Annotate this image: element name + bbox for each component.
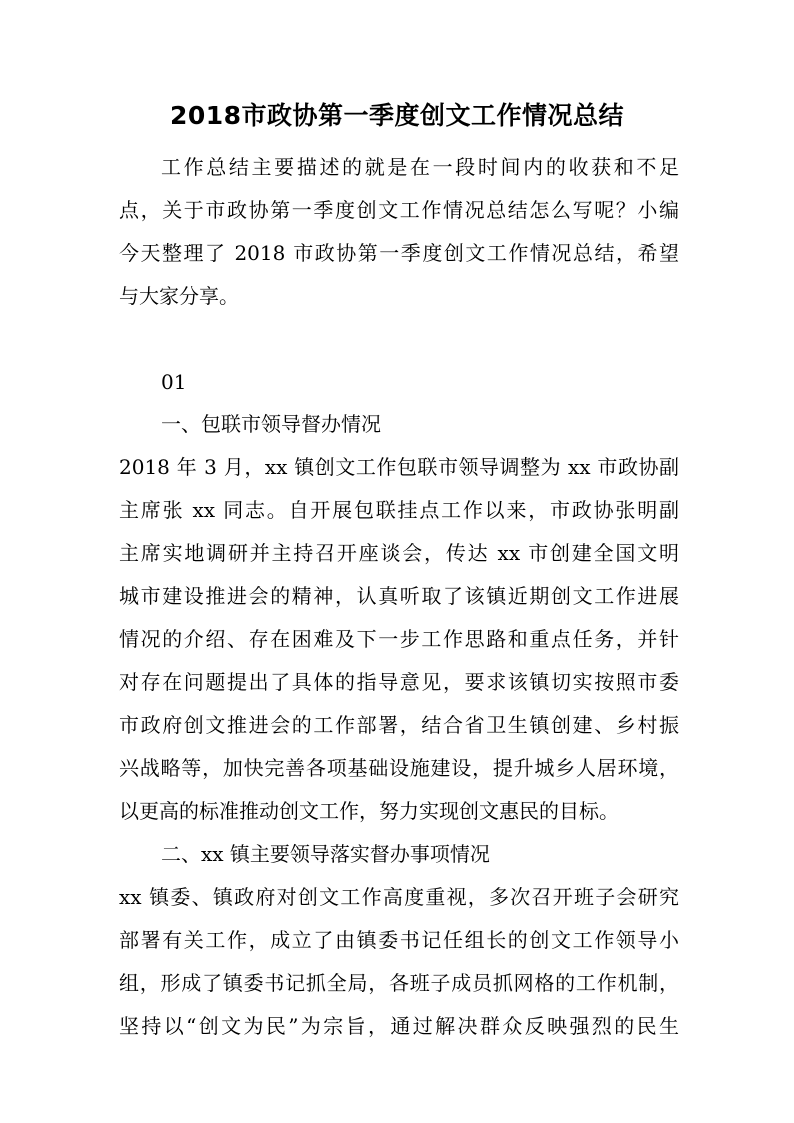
intro-line-4: 与大家分享。: [119, 284, 239, 308]
paragraph-2-line-2: 部署有关工作，成立了由镇委书记任组长的创文工作领导小: [119, 928, 679, 952]
paragraph-1-line-6: 对存在问题提出了具体的指导意见，要求该镇切实按照市委: [119, 670, 679, 694]
paragraph-2-line-1: xx 镇委、镇政府对创文工作高度重视，多次召开班子会研究: [119, 885, 679, 909]
paragraph-1-line-3: 主席实地调研并主持召开座谈会，传达 xx 市创建全国文明: [119, 541, 679, 565]
paragraph-2-line-4: 坚持以“创文为民”为宗旨，通过解决群众反映强烈的民生: [119, 1014, 679, 1038]
intro-line-3: 今天整理了 2018 市政协第一季度创文工作情况总结，希望: [119, 241, 679, 265]
heading-1: 一、包联市领导督办情况: [161, 412, 381, 436]
paragraph-1-line-4: 城市建设推进会的精神，认真听取了该镇近期创文工作进展: [119, 584, 679, 608]
heading-2: 二、xx 镇主要领导落实督办事项情况: [161, 842, 490, 866]
paragraph-1-line-7: 市政府创文推进会的工作部署，结合省卫生镇创建、乡村振: [119, 713, 679, 737]
paragraph-1-line-2: 主席张 xx 同志。自开展包联挂点工作以来，市政协张明副: [119, 498, 679, 522]
paragraph-2-line-3: 组，形成了镇委书记抓全局，各班子成员抓网格的工作机制，: [119, 971, 679, 995]
paragraph-1-line-9: 以更高的标准推动创文工作，努力实现创文惠民的目标。: [119, 799, 619, 823]
section-number: 01: [161, 370, 187, 394]
document-title: 2018市政协第一季度创文工作情况总结: [169, 101, 625, 130]
paragraph-1-line-8: 兴战略等，加快完善各项基础设施建设，提升城乡人居环境，: [119, 756, 679, 780]
paragraph-1-line-5: 情况的介绍、存在困难及下一步工作思路和重点任务，并针: [119, 627, 679, 651]
intro-line-2: 点，关于市政协第一季度创文工作情况总结怎么写呢？小编: [119, 198, 679, 222]
intro-line-1: 工作总结主要描述的就是在一段时间内的收获和不足: [161, 155, 679, 179]
paragraph-1-line-1: 2018 年 3 月，xx 镇创文工作包联市领导调整为 xx 市政协副: [119, 455, 679, 479]
